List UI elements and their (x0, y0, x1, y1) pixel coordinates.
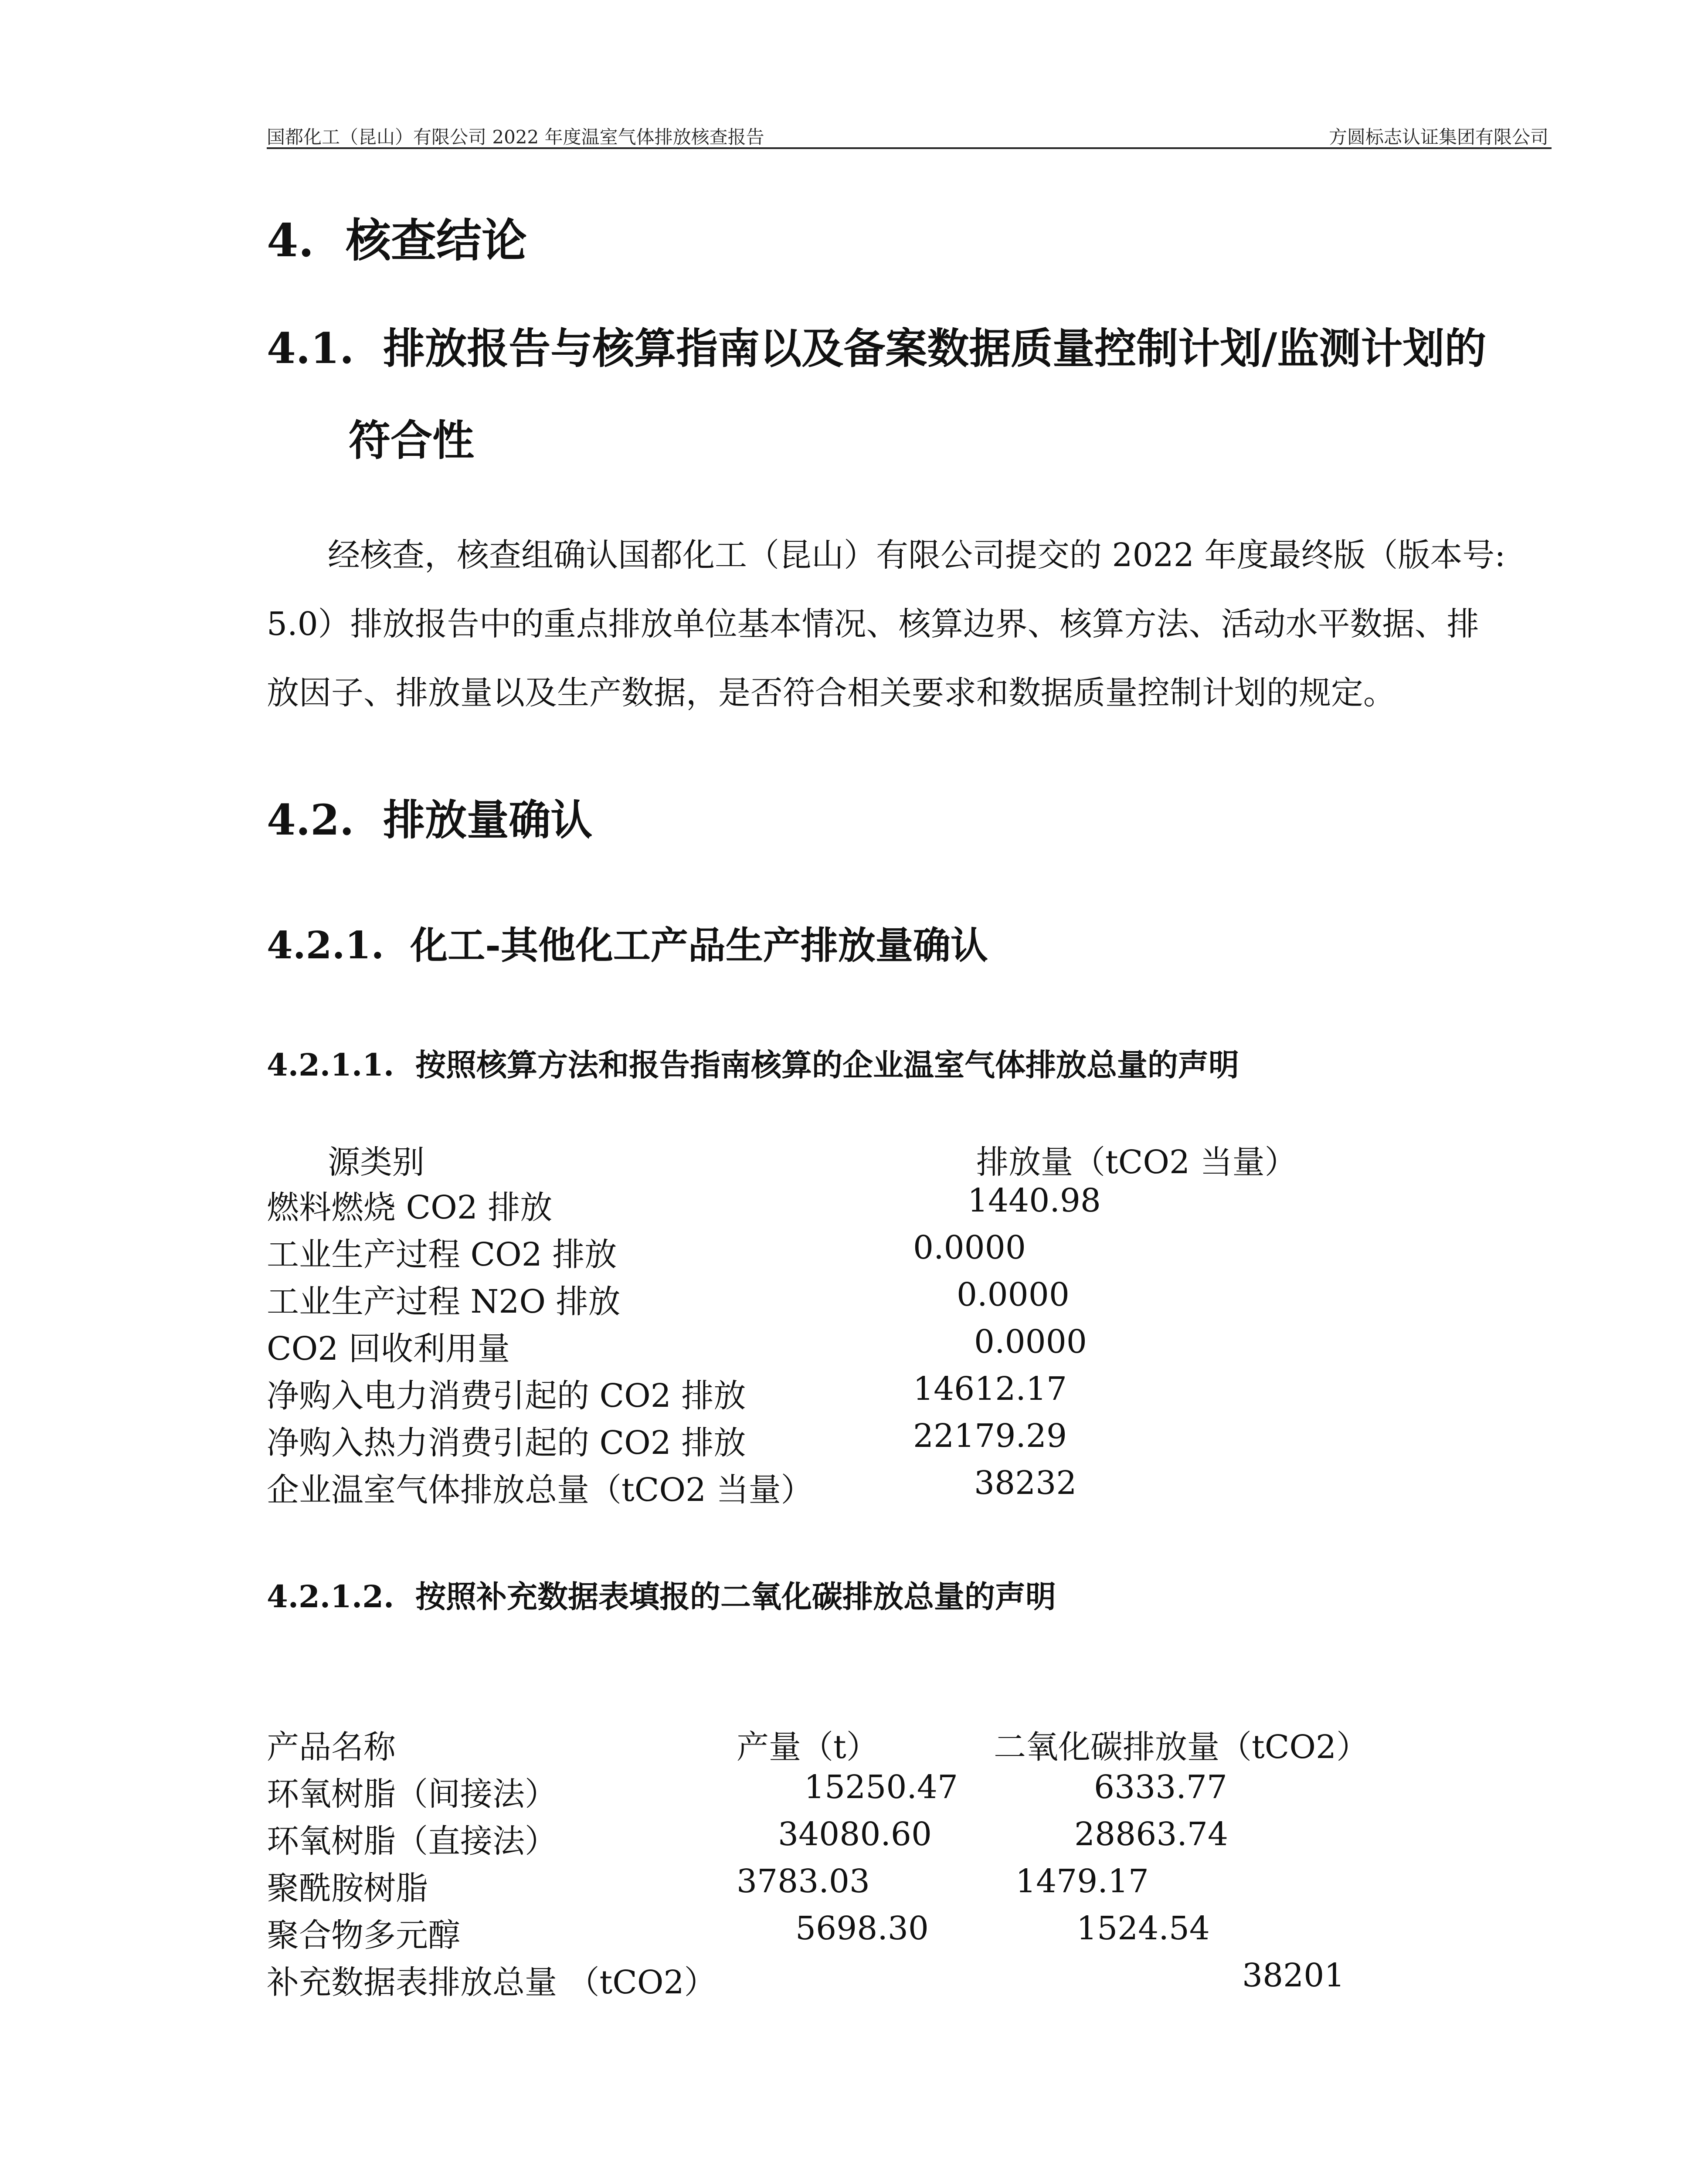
table-header-output: 产量（t） (737, 1728, 879, 1766)
table-header-source: 源类别 (328, 1144, 424, 1181)
table-row-source: 工业生产过程 N2O 排放 (267, 1283, 621, 1320)
section-4-2-title: 排放量确认 (383, 795, 593, 845)
section-4-2-1-1-title: 按照核算方法和报告指南核算的企业温室气体排放总量的声明 (415, 1047, 1239, 1083)
header-divider (267, 147, 1552, 149)
section-4-1-title-line2: 符合性 (349, 416, 474, 465)
section-4-2-heading (267, 787, 592, 847)
section-4-number: 4. (267, 214, 314, 267)
paragraph-line-3: 放因子、排放量以及生产数据，是否符合相关要求和数据质量控制计划的规定。 (267, 674, 1396, 712)
section-4-1-number: 4.1. (267, 324, 354, 373)
section-4-1-heading (267, 316, 1486, 375)
section-4-1-title-line1: 排放报告与核算指南以及备案数据质量控制计划/监测计划的 (383, 324, 1487, 373)
table-row-value: 0.0000 (974, 1323, 1087, 1361)
table-row-product: 环氧树脂（直接法） (267, 1823, 557, 1860)
table-header-emission: 二氧化碳排放量（tCO2） (994, 1728, 1369, 1766)
table-row-emission: 1524.54 (1076, 1910, 1210, 1947)
section-4-heading (267, 204, 527, 269)
section-4-2-1-2-title: 按照补充数据表填报的二氧化碳排放总量的声明 (415, 1578, 1056, 1615)
table-header-emission: 排放量（tCO2 当量） (976, 1144, 1297, 1181)
header-right-text: 方圆标志认证集团有限公司 (1328, 126, 1548, 148)
table-header-product: 产品名称 (267, 1728, 396, 1766)
table-row-output: 5698.30 (795, 1910, 929, 1947)
table-row-source: 工业生产过程 CO2 排放 (267, 1236, 617, 1273)
table-row-emission: 28863.74 (1074, 1816, 1229, 1853)
table-total-label: 补充数据表排放总量 （tCO2） (267, 1964, 716, 2001)
header-left-text: 国都化工（昆山）有限公司 2022 年度温室气体排放核查报告 (267, 126, 764, 148)
section-4-2-1-2-heading (267, 1572, 1056, 1616)
section-4-2-1-number: 4.2.1. (267, 923, 384, 967)
section-4-2-1-1-number: 4.2.1.1. (267, 1047, 394, 1083)
table-row-source: 企业温室气体排放总量（tCO2 当量） (267, 1471, 813, 1509)
section-4-2-1-heading (267, 915, 988, 969)
section-4-2-1-1-heading (267, 1041, 1239, 1085)
table-row-source: CO2 回收利用量 (267, 1330, 510, 1368)
table-row-value: 0.0000 (957, 1276, 1070, 1314)
table-row-source: 燃料燃烧 CO2 排放 (267, 1189, 553, 1226)
section-4-2-1-2-number: 4.2.1.2. (267, 1578, 394, 1615)
table-row-value: 0.0000 (913, 1229, 1026, 1266)
table-row-product: 环氧树脂（间接法） (267, 1775, 557, 1813)
table-row-product: 聚合物多元醇 (267, 1917, 460, 1954)
section-4-title: 核查结论 (346, 214, 527, 267)
table-row-output: 3783.03 (737, 1863, 870, 1900)
table-row-value: 14612.17 (913, 1370, 1067, 1408)
table-row-value: 1440.98 (968, 1182, 1101, 1219)
table-row-emission: 6333.77 (1094, 1768, 1228, 1806)
table-row-output: 34080.60 (778, 1816, 932, 1853)
section-4-2-1-title: 化工-其他化工产品生产排放量确认 (410, 923, 988, 967)
paragraph-line-1: 经核查，核查组确认国都化工（昆山）有限公司提交的 2022 年度最终版（版本号: (328, 536, 1506, 574)
table-row-output: 15250.47 (804, 1768, 958, 1806)
table-row-value: 22179.29 (913, 1417, 1067, 1455)
table-row-product: 聚酰胺树脂 (267, 1870, 428, 1907)
table-row-source: 净购入热力消费引起的 CO2 排放 (267, 1424, 746, 1462)
table-row-value: 38232 (974, 1464, 1077, 1502)
table-row-source: 净购入电力消费引起的 CO2 排放 (267, 1377, 746, 1415)
section-4-2-number: 4.2. (267, 795, 354, 845)
paragraph-line-2: 5.0）排放报告中的重点排放单位基本情况、核算边界、核算方法、活动水平数据、排 (267, 605, 1479, 643)
table-total-value: 38201 (1242, 1957, 1345, 1994)
table-row-emission: 1479.17 (1015, 1863, 1149, 1900)
